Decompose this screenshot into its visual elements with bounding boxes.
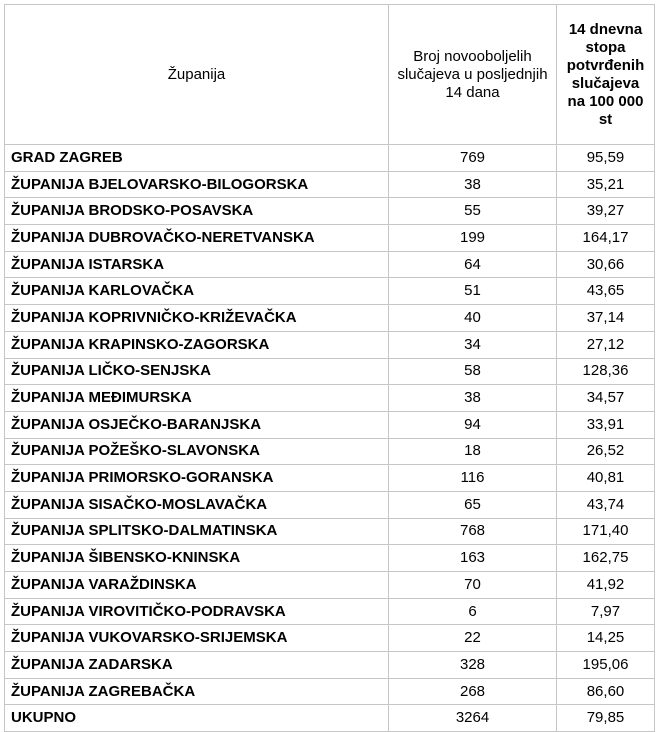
rate-cell: 162,75: [557, 545, 655, 572]
cases-cell: 18: [389, 438, 557, 465]
county-name-cell: ŽUPANIJA OSJEČKO-BARANJSKA: [5, 411, 389, 438]
rate-cell: 35,21: [557, 171, 655, 198]
table-row: [5, 251, 655, 278]
table-row: [5, 385, 655, 412]
header-rate: 14 dnevna stopa potvrđenih slučajeva na 100 000 st: [557, 5, 655, 145]
cases-cell: 38: [389, 385, 557, 412]
cases-cell: 328: [389, 652, 557, 679]
rate-cell: 43,65: [557, 278, 655, 305]
cases-cell: 38: [389, 171, 557, 198]
cases-cell: 6: [389, 598, 557, 625]
county-name-cell: UKUPNO: [5, 705, 389, 732]
header-county: Županija: [5, 5, 389, 145]
county-cases-table: [4, 4, 655, 732]
rate-cell: 30,66: [557, 251, 655, 278]
county-name-cell: ŽUPANIJA SPLITSKO-DALMATINSKA: [5, 518, 389, 545]
table-row: [5, 171, 655, 198]
rate-cell: 40,81: [557, 465, 655, 492]
county-name-cell: ŽUPANIJA MEĐIMURSKA: [5, 385, 389, 412]
header-row: [5, 5, 655, 145]
table-row: [5, 491, 655, 518]
rate-cell: 43,74: [557, 491, 655, 518]
county-name-cell: ŽUPANIJA DUBROVAČKO-NERETVANSKA: [5, 225, 389, 252]
rate-cell: 39,27: [557, 198, 655, 225]
cases-cell: 199: [389, 225, 557, 252]
county-name-cell: ŽUPANIJA BRODSKO-POSAVSKA: [5, 198, 389, 225]
rate-cell: 14,25: [557, 625, 655, 652]
cases-cell: 268: [389, 678, 557, 705]
table-body: [5, 145, 655, 732]
table-row: [5, 572, 655, 599]
rate-cell: 37,14: [557, 305, 655, 332]
cases-cell: 70: [389, 572, 557, 599]
county-name-cell: ŽUPANIJA BJELOVARSKO-BILOGORSKA: [5, 171, 389, 198]
cases-cell: 40: [389, 305, 557, 332]
county-name-cell: ŽUPANIJA KRAPINSKO-ZAGORSKA: [5, 331, 389, 358]
cases-cell: 768: [389, 518, 557, 545]
rate-cell: 79,85: [557, 705, 655, 732]
rate-cell: 164,17: [557, 225, 655, 252]
table-row: [5, 438, 655, 465]
rate-cell: 128,36: [557, 358, 655, 385]
table-row: [5, 358, 655, 385]
rate-cell: 41,92: [557, 572, 655, 599]
table-row: [5, 598, 655, 625]
county-name-cell: ŽUPANIJA VUKOVARSKO-SRIJEMSKA: [5, 625, 389, 652]
county-name-cell: ŽUPANIJA KARLOVAČKA: [5, 278, 389, 305]
county-name-cell: ŽUPANIJA LIČKO-SENJSKA: [5, 358, 389, 385]
rate-cell: 27,12: [557, 331, 655, 358]
table-row: [5, 518, 655, 545]
rate-cell: 86,60: [557, 678, 655, 705]
county-name-cell: ŽUPANIJA PRIMORSKO-GORANSKA: [5, 465, 389, 492]
table-row: [5, 545, 655, 572]
cases-cell: 51: [389, 278, 557, 305]
cases-cell: 58: [389, 358, 557, 385]
rate-cell: 95,59: [557, 145, 655, 172]
county-name-cell: ŽUPANIJA ZADARSKA: [5, 652, 389, 679]
table-row: [5, 225, 655, 252]
county-name-cell: ŽUPANIJA POŽEŠKO-SLAVONSKA: [5, 438, 389, 465]
table-row: [5, 705, 655, 732]
county-name-cell: ŽUPANIJA VARAŽDINSKA: [5, 572, 389, 599]
county-name-cell: ŽUPANIJA SISAČKO-MOSLAVAČKA: [5, 491, 389, 518]
table-container: [4, 4, 655, 732]
rate-cell: 33,91: [557, 411, 655, 438]
county-name-cell: ŽUPANIJA ZAGREBAČKA: [5, 678, 389, 705]
table-row: [5, 465, 655, 492]
cases-cell: 94: [389, 411, 557, 438]
rate-cell: 34,57: [557, 385, 655, 412]
rate-cell: 195,06: [557, 652, 655, 679]
table-row: [5, 331, 655, 358]
cases-cell: 769: [389, 145, 557, 172]
cases-cell: 163: [389, 545, 557, 572]
cases-cell: 116: [389, 465, 557, 492]
table-row: [5, 305, 655, 332]
header-cases: Broj novooboljelih slučajeva u posljednjih 14 dana: [389, 5, 557, 145]
table-row: [5, 145, 655, 172]
cases-cell: 34: [389, 331, 557, 358]
cases-cell: 65: [389, 491, 557, 518]
cases-cell: 64: [389, 251, 557, 278]
county-name-cell: ŽUPANIJA ŠIBENSKO-KNINSKA: [5, 545, 389, 572]
table-row: [5, 278, 655, 305]
cases-cell: 55: [389, 198, 557, 225]
rate-cell: 26,52: [557, 438, 655, 465]
cases-cell: 22: [389, 625, 557, 652]
county-name-cell: ŽUPANIJA ISTARSKA: [5, 251, 389, 278]
table-row: [5, 678, 655, 705]
table-row: [5, 411, 655, 438]
county-name-cell: GRAD ZAGREB: [5, 145, 389, 172]
table-row: [5, 198, 655, 225]
rate-cell: 7,97: [557, 598, 655, 625]
county-name-cell: ŽUPANIJA VIROVITIČKO-PODRAVSKA: [5, 598, 389, 625]
county-name-cell: ŽUPANIJA KOPRIVNIČKO-KRIŽEVAČKA: [5, 305, 389, 332]
table-row: [5, 652, 655, 679]
rate-cell: 171,40: [557, 518, 655, 545]
cases-cell: 3264: [389, 705, 557, 732]
table-row: [5, 625, 655, 652]
